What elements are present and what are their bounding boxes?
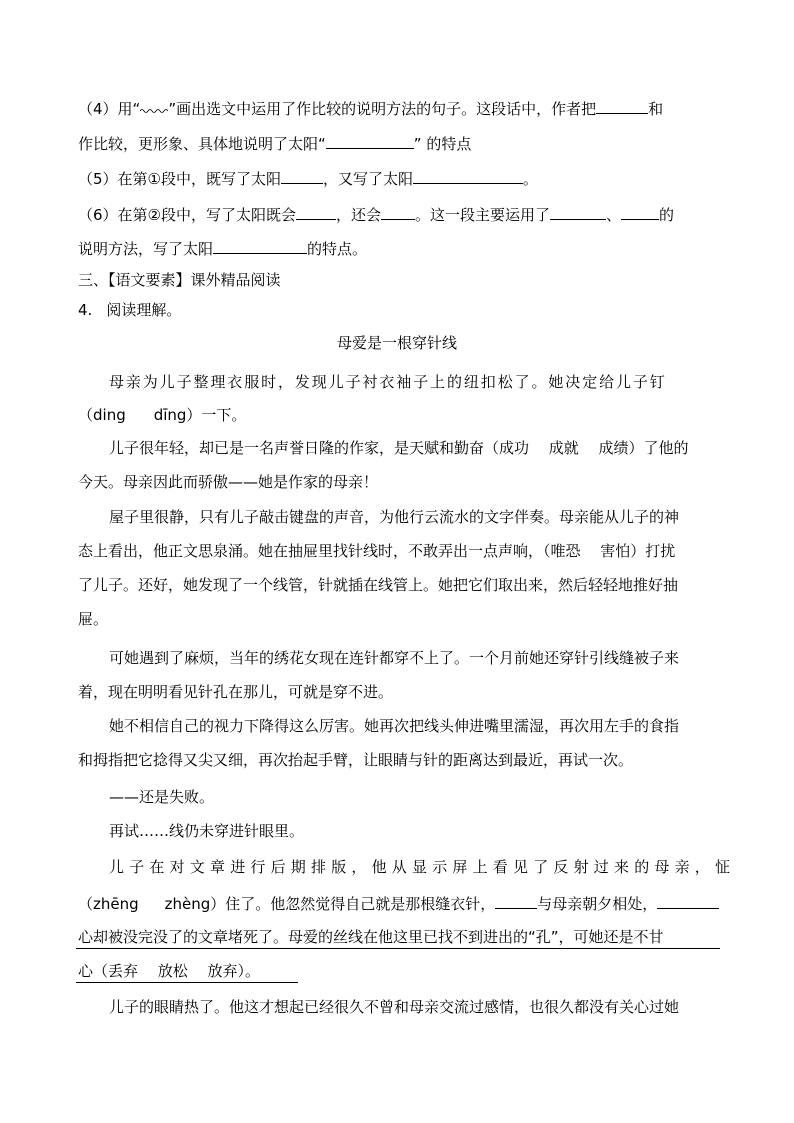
q4-text-e: ” 的特点 bbox=[413, 135, 472, 153]
p3-line2: 态上看出，他正文思泉涌。她在抽屉里找针线时，不敢弄出一点声响，（唯恐 害怕）打扰 bbox=[78, 542, 676, 560]
q6-text-c: 。这一段主要运用了 bbox=[415, 206, 551, 224]
p1-line2 bbox=[78, 405, 718, 425]
q4-line2 bbox=[78, 133, 718, 153]
q4-text-d: 作比较，更形象、具体地说明了太阳“ bbox=[78, 135, 326, 153]
p9-line1: 儿子的眼睛热了。他这才想起已经很久不曾和母亲交流过感情，也很久都没有关心过她 bbox=[109, 998, 680, 1016]
p4-line1: 可她遇到了麻烦，当年的绣花女现在连针都穿不上了。一个月前她还穿针引线缝被子来 bbox=[109, 649, 680, 667]
q4-blank-1[interactable] bbox=[596, 98, 648, 114]
section-heading: 三、【语文要素】课外精品阅读 bbox=[78, 271, 281, 289]
q6-text-d: 、 bbox=[606, 206, 622, 224]
q5-blank-2[interactable] bbox=[413, 168, 523, 184]
q4-line1 bbox=[78, 98, 718, 118]
underlined-sentence-part1: 母爱的丝线在他这里已找不到进出的“孔”，可她还是不甘 bbox=[288, 928, 664, 946]
underlined-sentence-part2: 心（丢弃 放松 放弃）。 bbox=[78, 962, 261, 980]
q6-text-g: 的特点。 bbox=[307, 240, 368, 258]
p1-line1: 母亲为儿子整理衣服时，发现儿子衬衣袖子上的纽扣松了。她决定给儿子钉 bbox=[109, 373, 667, 391]
p3-line3: 了儿子。还好，她发现了一个线管，针就插在线管上。她把它们取出来，然后轻轻地推好抽 bbox=[78, 576, 679, 594]
q6-text-f: 说明方法，写了太阳 bbox=[78, 240, 214, 258]
p8-line2 bbox=[78, 893, 718, 913]
q6-blank-4[interactable] bbox=[621, 204, 659, 220]
p5-line1: 她不相信自己的视力下降得这么厉害。她再次把线头伸进嘴里濡湿，再次用左手的食指 bbox=[109, 717, 680, 735]
p2-line2: 今天。母亲因此而骄傲——她是作家的母亲！ bbox=[78, 473, 379, 491]
q5-blank-1[interactable] bbox=[281, 168, 323, 184]
p8-blank-1[interactable] bbox=[495, 893, 537, 909]
p3-line4: 屉。 bbox=[78, 610, 109, 628]
pinyin-option-2: dīng）一下。 bbox=[153, 406, 247, 424]
p7-line: 再试……线仍未穿进针眼里。 bbox=[109, 822, 305, 840]
question-4-line bbox=[78, 300, 718, 320]
q4-text-c: 和 bbox=[648, 100, 664, 118]
p8-line3 bbox=[78, 927, 718, 947]
passage-title: 母爱是一根穿针线 bbox=[336, 334, 457, 352]
p6-line: ——还是失败。 bbox=[109, 788, 215, 806]
q6-text-b: ，还会 bbox=[336, 206, 382, 224]
q5-text-c: 。 bbox=[523, 170, 539, 188]
q6-blank-2[interactable] bbox=[381, 204, 415, 220]
q5-line bbox=[78, 168, 718, 188]
q4-blank-2[interactable] bbox=[326, 133, 414, 149]
sentence-underline-1 bbox=[76, 948, 720, 949]
question-label: 阅读理解。 bbox=[106, 301, 182, 319]
p2-line1: 儿子很年轻，却已是一名声誉日隆的作家，是天赋和勤奋（成功 成就 成绩）了他的 bbox=[109, 439, 689, 457]
pinyin-option-3: （zhēng bbox=[78, 895, 139, 913]
q6-blank-1[interactable] bbox=[296, 204, 336, 220]
question-number: 4. bbox=[78, 301, 93, 319]
sentence-underline-2 bbox=[76, 982, 298, 983]
p5-line2: 和拇指把它捻得又尖又细，再次抬起手臂，让眼睛与针的距离达到最近，再试一次。 bbox=[78, 751, 634, 769]
p8-line3-text: 心却被没完没了的文章堵死了。 bbox=[78, 928, 289, 946]
p8-blank-2[interactable] bbox=[657, 893, 719, 909]
q5-text-a: （5）在第①段中，既写了太阳 bbox=[78, 170, 281, 188]
p8-line2-text: zhèng）住了。他忽然觉得自己就是那根缝衣针， bbox=[164, 895, 496, 913]
pinyin-option-1: （ding bbox=[78, 406, 126, 424]
q6-blank-5[interactable] bbox=[213, 238, 307, 254]
q5-text-b: ，又写了太阳 bbox=[323, 170, 414, 188]
q6-line1 bbox=[78, 204, 718, 224]
q6-blank-3[interactable] bbox=[550, 204, 606, 220]
q4-text-b: ”画出选文中运用了作比较的说明方法的句子。这段话中，作者把 bbox=[168, 100, 597, 118]
wavy-line-mark bbox=[140, 99, 168, 114]
p4-line2: 着，现在明明看见针孔在那儿，可就是穿不进。 bbox=[78, 683, 394, 701]
q4-text-a: （4）用“ bbox=[78, 100, 141, 118]
p8-line2-text-2: 与母亲朝夕相处， bbox=[537, 895, 658, 913]
p8-line1: 儿子在对文章进行后期排版，他从显示屏上看见了反射过来的母亲，怔 bbox=[109, 858, 736, 876]
p3-line1: 屋子里很静，只有儿子敲击键盘的声音，为他行云流水的文字伴奏。母亲能从儿子的神 bbox=[109, 508, 680, 526]
q6-line2 bbox=[78, 238, 718, 258]
q6-text-e: 的 bbox=[659, 206, 675, 224]
q6-text-a: （6）在第②段中，写了太阳既会 bbox=[78, 206, 296, 224]
